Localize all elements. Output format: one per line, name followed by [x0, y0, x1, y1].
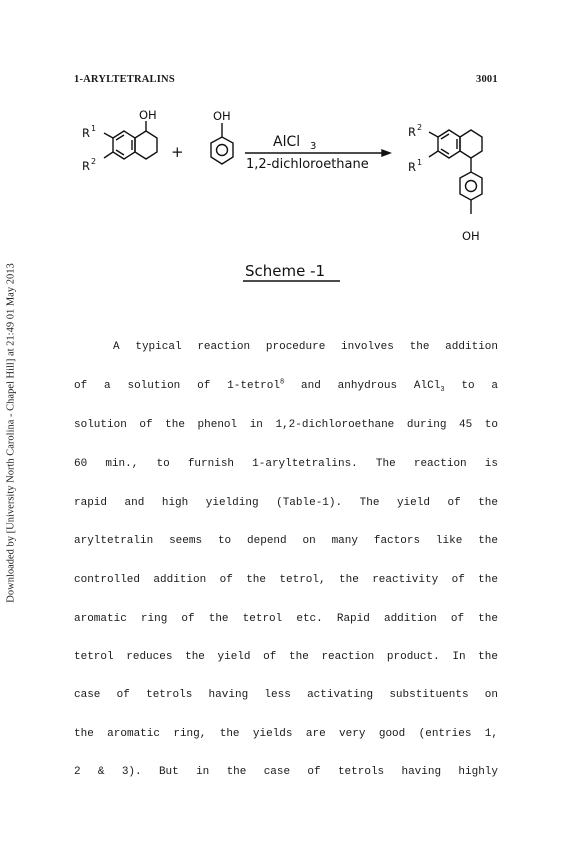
reagent-subscript: 3 [310, 141, 317, 152]
body-line-2 [74, 379, 498, 393]
reactant1-structure [104, 121, 157, 159]
body-line-2-c: to a [444, 380, 499, 392]
body-line-10: case of tetrols having less activating substituents on [74, 689, 498, 701]
body-line-4: 60 min., to furnish 1-aryltetralins. The reaction is [74, 458, 498, 470]
reaction-scheme [0, 0, 583, 300]
phenol-structure [211, 123, 233, 164]
product-r2-sup: 2 [417, 123, 423, 132]
product-r1: R [408, 160, 416, 174]
reactant1-r1-sup: 1 [91, 124, 97, 133]
body-line-11: the aromatic ring, the yields are very good (entries 1, [74, 728, 498, 740]
reactant1-r2-sup: 2 [91, 157, 97, 166]
body-line-1: A typical reaction procedure involves the addition [113, 341, 498, 353]
solvent-label: 1,2-dichloroethane [246, 157, 369, 172]
body-line-7: controlled addition of the tetrol, the reactivity of the [74, 574, 498, 586]
body-line-6: aryltetralin seems to depend on many factors like the [74, 535, 498, 547]
plus-sign: + [171, 143, 184, 161]
reactant1-r1: R [82, 126, 90, 140]
phenol-oh: OH [213, 109, 231, 123]
product-r1-sup: 1 [417, 158, 423, 167]
reagent-label: AlCl [273, 134, 301, 150]
citation-superscript: 8 [279, 378, 285, 387]
alcl3-subscript: 3 [440, 386, 445, 395]
scheme-caption: Scheme -1 [245, 262, 326, 280]
body-line-2-b: and anhydrous AlCl [284, 380, 441, 392]
product-r2: R [408, 125, 416, 139]
body-line-2-a: of a solution of 1-tetrol [74, 380, 280, 392]
body-line-8: aromatic ring of the tetrol etc. Rapid addition of the [74, 613, 498, 625]
download-note: Downloaded by [University North Carolina - Chapel Hill] at 21:49 01 May 2013 [5, 263, 17, 603]
reactant1-oh: OH [139, 108, 157, 122]
body-line-9: tetrol reduces the yield of the reaction product. In the [74, 651, 498, 663]
body-line-5: rapid and high yielding (Table-1). The yield of the [74, 497, 498, 509]
product-oh: OH [462, 229, 480, 243]
running-title: 1-ARYLTETRALINS [74, 74, 175, 85]
body-line-3: solution of the phenol in 1,2-dichloroethane during 45 to [74, 419, 498, 431]
product-structure [429, 130, 482, 214]
page-number: 3001 [476, 74, 498, 85]
body-line-12: 2 & 3). But in the case of tetrols having highly [74, 766, 498, 778]
reactant1-r2: R [82, 159, 90, 173]
